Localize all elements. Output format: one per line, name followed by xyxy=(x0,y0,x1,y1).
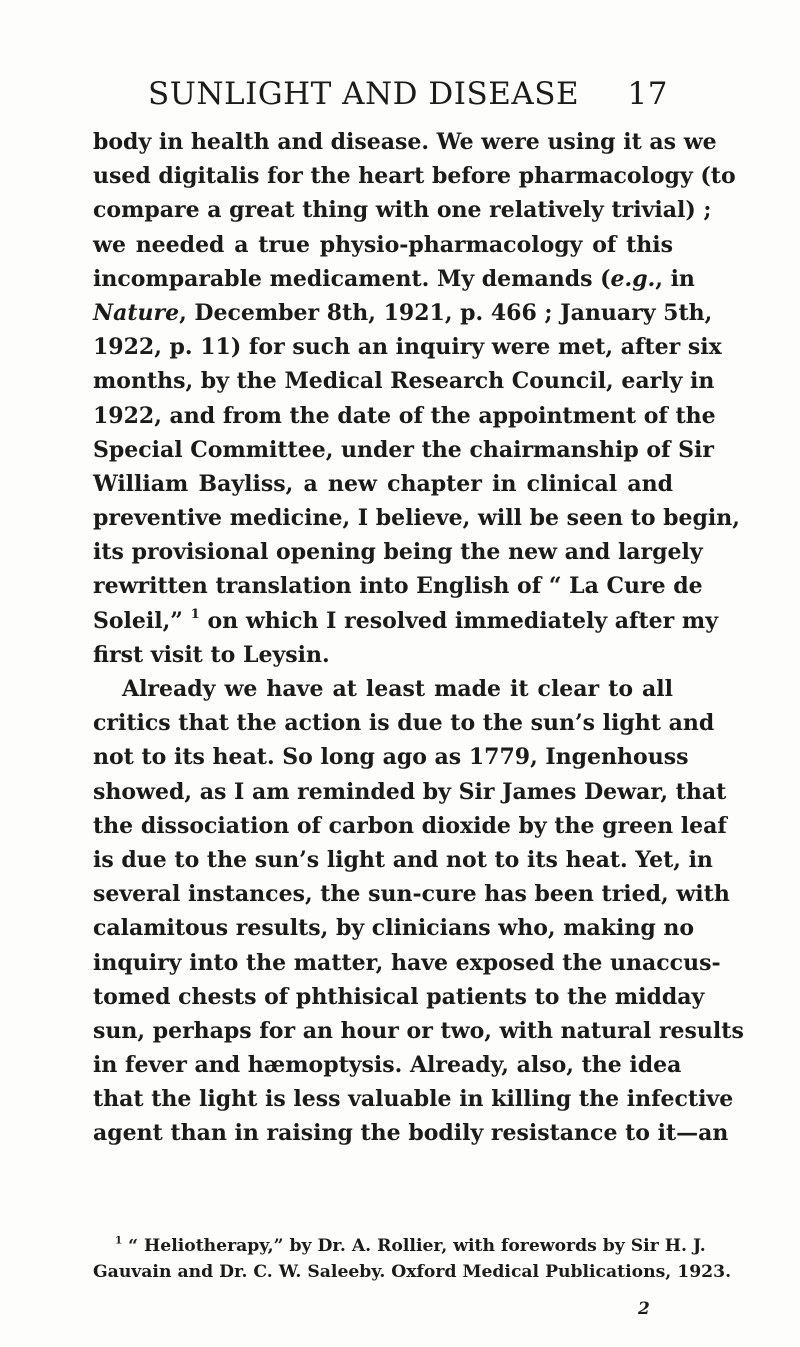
text-line: calamitous results, by clinicians who, making no xyxy=(93,915,695,942)
text-line: tomed chests of phthisical patients to the midday xyxy=(93,983,705,1010)
footnote-marker: 1 xyxy=(115,1234,123,1247)
text-line: Special Committee, under the chairmanship of Sir xyxy=(93,436,714,463)
body-text xyxy=(93,125,744,1151)
italic-term: Nature xyxy=(93,299,180,326)
text-line: the dissociation of carbon dioxide by the green leaf xyxy=(93,812,727,839)
paragraph-start-line: Already we have at least made it clear to all xyxy=(122,676,673,702)
footnote-line: Gauvain and Dr. C. W. Saleeby. Oxford Medical Publications, 1923. xyxy=(93,1262,732,1282)
footnote-text: “ Heliotherapy,” by Dr. A. Rollier, with forewords by Sir H. J. xyxy=(128,1236,706,1256)
text-line: first visit to Leysin. xyxy=(93,641,330,668)
text-line: body in health and disease. We were using it as we xyxy=(93,129,717,155)
text-fragment: on which I resolved immediately after my xyxy=(207,607,718,634)
text-line: its provisional opening being the new and largely xyxy=(93,539,703,566)
text-line: not to its heat. So long ago as 1779, Ingenhouss xyxy=(93,744,689,771)
text-line: that the light is less valuable in killing the infective xyxy=(93,1086,734,1113)
italic-term: e.g. xyxy=(610,265,656,292)
text-fragment: Soleil,” xyxy=(93,607,183,634)
text-line: 1922, and from the date of the appointment of the xyxy=(93,402,716,429)
text-line: rewritten translation into English of “ La Cure de xyxy=(93,573,703,600)
text-line: agent than in raising the bodily resistance to it—an xyxy=(93,1120,729,1147)
text-line: incomparable medicament. My demands (e.g., in xyxy=(93,265,695,292)
footnote-line xyxy=(93,1233,706,1259)
text-line: we needed a true physio-pharmacology of this xyxy=(93,231,673,258)
text-line: preventive medicine, I believe, will be seen to begin, xyxy=(93,505,740,532)
text-line: showed, as I am reminded by Sir James Dewar, that xyxy=(93,778,727,805)
text-line: several instances, the sun-cure has been tried, with xyxy=(93,881,730,908)
footnote xyxy=(93,1233,732,1285)
page-number: 17 xyxy=(627,76,668,112)
text-line: is due to the sun’s light and not to its heat. Yet, in xyxy=(93,846,713,873)
text-line: sun, perhaps for an hour or two, with natural results xyxy=(93,1017,744,1044)
running-header xyxy=(148,76,668,112)
text-line: used digitalis for the heart before pharmacology (to xyxy=(93,163,736,190)
signature-mark: 2 xyxy=(638,1299,650,1319)
text-line: 1922, p. 11) for such an inquiry were met, after six xyxy=(93,334,722,361)
text-line: Nature, December 8th, 1921, p. 466 ; January 5th, xyxy=(93,299,713,326)
text-line: months, by the Medical Research Council, early in xyxy=(93,368,715,395)
text-line: compare a great thing with one relatively trivial) ; xyxy=(93,197,712,224)
running-title: SUNLIGHT AND DISEASE xyxy=(148,76,580,112)
text-line-with-footnote-ref xyxy=(93,604,718,638)
footnote-reference: 1 xyxy=(190,606,200,622)
text-line: inquiry into the matter, have exposed the unaccus- xyxy=(93,949,721,976)
text-line: in fever and hæmoptysis. Already, also, the idea xyxy=(93,1052,682,1079)
text-line: William Bayliss, a new chapter in clinical and xyxy=(93,470,673,497)
text-line: critics that the action is due to the sun’s light and xyxy=(93,710,715,737)
